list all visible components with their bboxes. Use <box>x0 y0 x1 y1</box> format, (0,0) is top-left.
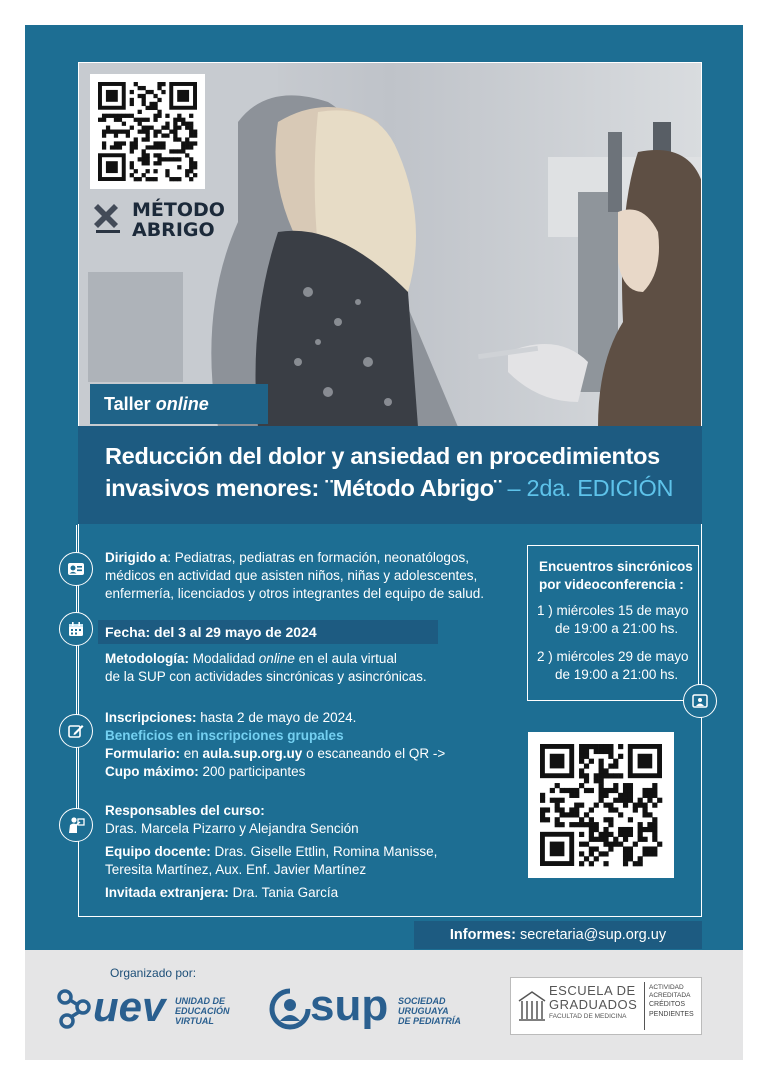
dirigido-text3: enfermería, licenciados y otros integrantes del equipo de salud. <box>105 586 484 601</box>
encuentro-1-time: de 19:00 a 21:00 hs. <box>555 621 679 636</box>
encuentros-title <box>539 558 699 594</box>
qr-code-bottom[interactable] <box>528 732 674 878</box>
sup-tagline <box>398 996 478 1026</box>
sup-mother-child-icon <box>268 987 312 1031</box>
escuela-name <box>549 984 637 1022</box>
escuela-building-icon <box>517 989 547 1023</box>
dirigido-section <box>105 549 510 603</box>
formulario-link[interactable]: aula.sup.org.uy <box>202 746 303 761</box>
invitada-text: Dra. Tania García <box>228 885 339 900</box>
uev-l1: UNIDAD DE <box>175 996 226 1006</box>
acreditada-a1: ACTIVIDAD <box>649 984 684 991</box>
videoconference-icon <box>683 684 717 718</box>
dirigido-text2: médicos en actividad que asisten niños, niñas y adolescentes, <box>105 568 478 583</box>
encuentro-1-date: 1 ) miércoles 15 de mayo <box>537 603 689 618</box>
beneficios-link[interactable]: Beneficios en inscripciones grupales <box>105 728 344 743</box>
sup-word: sup <box>310 981 389 1030</box>
encuentro-2-time: de 19:00 a 21:00 hs. <box>555 667 679 682</box>
uev-l2: EDUCACIÓN <box>175 1006 230 1016</box>
metodologia-section <box>105 650 505 686</box>
formulario-text2: o escaneando el QR -> <box>302 746 446 761</box>
acreditada-a4: PENDIENTES <box>649 1011 694 1018</box>
metodologia-t1b: online <box>258 651 295 666</box>
acreditada-block <box>649 984 694 1019</box>
audience-icon <box>59 552 93 586</box>
inscripciones-label: Inscripciones: <box>105 710 197 725</box>
cupo-text: 200 participantes <box>198 764 306 779</box>
encuentros-title2: por videoconferencia : <box>539 577 684 592</box>
responsables-section <box>105 802 505 838</box>
escuela-l2: GRADUADOS <box>549 997 638 1012</box>
escuela-l3: FACULTAD DE MEDICINA <box>549 1013 627 1020</box>
acreditada-a2: ACREDITADA <box>649 992 691 999</box>
equipo-text2: Teresita Martínez, Aux. Enf. Javier Martínez <box>105 862 367 877</box>
encuentro-2 <box>537 648 697 684</box>
fecha-text: Fecha: del 3 al 29 mayo de 2024 <box>105 624 317 640</box>
invitada-label: Invitada extranjera: <box>105 885 229 900</box>
organizado-label: Organizado por: <box>110 966 197 980</box>
uev-tagline <box>175 996 245 1026</box>
encuentro-1 <box>537 602 697 638</box>
inscripciones-text: hasta 2 de mayo de 2024. <box>196 710 357 725</box>
title-edition: – 2da. EDICIÓN <box>507 475 674 501</box>
brand-line1: MÉTODO <box>132 199 225 221</box>
responsables-text: Dras. Marcela Pizarro y Alejandra Sención <box>105 821 359 836</box>
taller-badge <box>90 384 268 424</box>
taller-mode: online <box>155 394 209 414</box>
dirigido-text1: : Pediatras, pediatras en formación, neonatólogos, <box>167 550 469 565</box>
cupo-label: Cupo máximo: <box>105 764 199 779</box>
title-line2: invasivos menores: ¨Método Abrigo¨ <box>105 475 502 501</box>
escuela-l1: ESCUELA DE <box>549 983 636 998</box>
metodologia-text2: de la SUP con actividades sincrónicas y asincrónicas. <box>105 669 427 684</box>
formulario-label: Formulario: <box>105 746 181 761</box>
informes-bar <box>414 921 702 949</box>
formulario-text1: en <box>180 746 203 761</box>
metodologia-label: Metodología: <box>105 651 189 666</box>
sup-l3: DE PEDIATRÍA <box>398 1016 461 1026</box>
edit-form-icon <box>59 714 93 748</box>
metodologia-t1a: Modalidad <box>189 651 259 666</box>
course-title <box>105 440 695 504</box>
uev-molecule-icon <box>55 987 95 1031</box>
sup-l2: URUGUAYA <box>398 1006 449 1016</box>
calendar-icon <box>59 612 93 646</box>
acreditada-a3: CRÉDITOS <box>649 1001 686 1008</box>
equipo-section <box>105 843 505 879</box>
equipo-label: Equipo docente: <box>105 844 211 859</box>
informes-email[interactable]: secretaria@sup.org.uy <box>515 927 667 943</box>
title-line1: Reducción del dolor y ansiedad en procedimientos <box>105 443 660 469</box>
escuela-divider <box>644 982 645 1030</box>
brand-line2: ABRIGO <box>132 219 215 241</box>
informes-label: Informes: <box>449 927 516 943</box>
encuentros-title1: Encuentros sincrónicos <box>539 559 693 574</box>
escuela-graduados-logo <box>510 977 702 1035</box>
uev-l3: VIRTUAL <box>175 1016 214 1026</box>
dirigido-label: Dirigido a <box>105 550 168 565</box>
uev-word: uev <box>93 983 166 1030</box>
invitada-section <box>105 884 505 902</box>
encuentro-2-date: 2 ) miércoles 29 de mayo <box>537 649 689 664</box>
inscripciones-section <box>105 709 505 781</box>
equipo-text1: Dras. Giselle Ettlin, Romina Manisse, <box>210 844 438 859</box>
taller-prefix: Taller <box>104 394 156 414</box>
metodologia-t1c: en el aula virtual <box>294 651 397 666</box>
teacher-icon <box>59 808 93 842</box>
sup-l1: SOCIEDAD <box>398 996 446 1006</box>
responsables-label: Responsables del curso: <box>105 803 265 818</box>
